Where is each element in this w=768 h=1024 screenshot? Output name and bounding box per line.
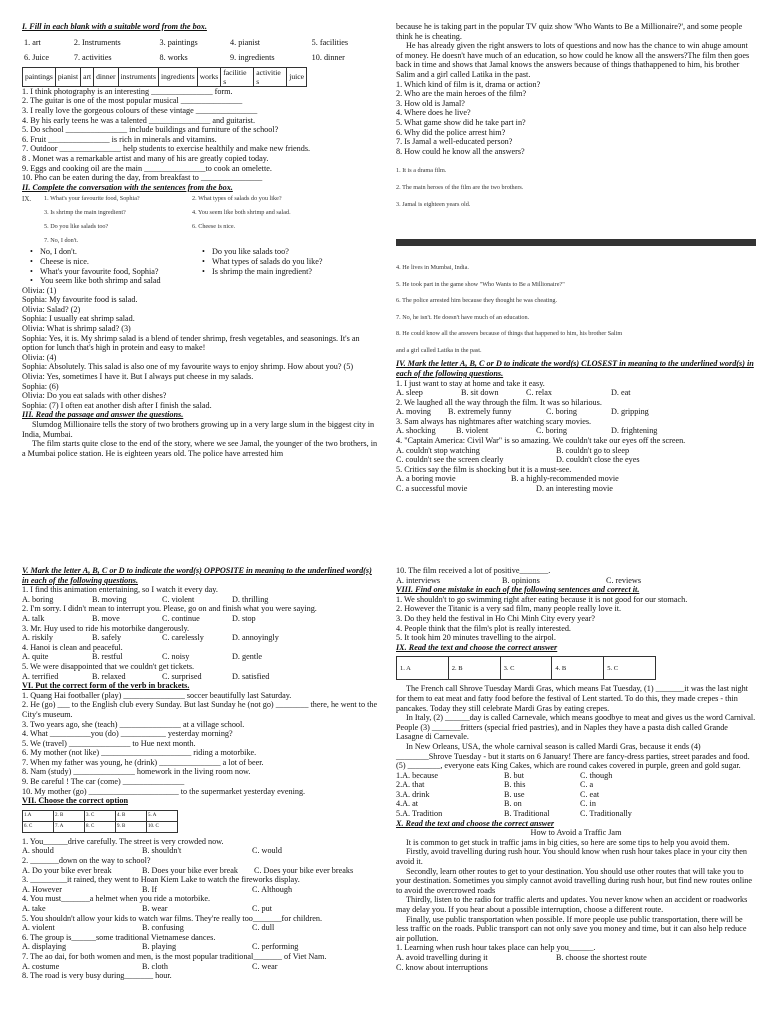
mc-option: B. violent (456, 426, 489, 436)
word-box-cell: 10. dinner (311, 53, 345, 63)
mc-option: A. Do your bike ever break (22, 865, 112, 875)
mardi-gras-passage (396, 684, 756, 770)
mc-option: 3.A. drink (396, 789, 430, 799)
answer-word-cell: facilitie s (221, 67, 254, 86)
mc-option: C. boring (546, 407, 577, 417)
word-box (22, 35, 378, 66)
mc-options (396, 484, 756, 494)
question-item: 5. What game show did he take part in? (396, 117, 526, 127)
mc-option: C. boring (536, 426, 567, 436)
bullet-item: • What's your favourite food, Sophia? (30, 267, 202, 277)
answer-grid-row (23, 810, 178, 821)
answer-word-cell: art (81, 67, 94, 86)
answer-table-cell: 2. B (448, 657, 500, 680)
dialogue (22, 286, 378, 411)
mc-options (396, 446, 756, 456)
passage-paragraph: Thirdly, listen to the radio for traffic alerts and updates. You never know when an accident or roadworks may delay you. If you hear about a possible interruption, choose a different route. (396, 895, 748, 914)
answer-grid (22, 810, 178, 833)
worksheet-column (396, 22, 756, 494)
mc-question: 3. Sam always has nightmares after watching scary movies. (396, 416, 592, 426)
bullet-item: • Cheese is nice. (30, 257, 202, 267)
mc-option: C. know about interruptions (396, 962, 488, 972)
answer-item: 7. No, he isn't. He doesn't have much of an education. (396, 313, 530, 321)
ix-option: 6. Cheese is nice. (192, 223, 236, 231)
section-10-title: X. Read the text and choose the correct answer (396, 818, 555, 828)
dialogue-line: Sophia: My favourite food is salad. (22, 295, 138, 305)
exercise-item: 4. By his early teens he was a talented _______________ and guitarist. (22, 115, 256, 125)
mc-options (22, 672, 378, 682)
passage-paragraph: The film starts quite close to the end of the story, where we see Jamal, the younger of the two brothers, in a Mumbai police station. He is eighteen years old. The police have arrested him (22, 439, 378, 458)
mc-option: A. should (22, 846, 54, 856)
mc-option: 4.A. at (396, 799, 419, 809)
mc-options (396, 407, 756, 417)
mc-option: A. riskily (22, 633, 53, 643)
mc-option: A. terrified (22, 671, 59, 681)
mc-option: D. frightening (611, 426, 658, 436)
dialogue-line: Sophia: I usually eat shrimp salad. (22, 314, 135, 324)
quadrant-top-right (384, 0, 768, 512)
mc-option: D. gripping (611, 407, 649, 417)
exercise-item: 8 . Monet was a remarkable artist and many of his are greatly copied today. (22, 153, 269, 163)
ix-option: 5. Do you like salads too? (44, 223, 109, 231)
dialogue-line: Olivia: (1) (22, 285, 57, 295)
question-item: 3. How old is Jamal? (396, 98, 465, 108)
mc-question: 1. Learning when rush hour takes place can help you______. (396, 943, 596, 953)
mc-option: C. violent (162, 594, 195, 604)
mc-option: D. stop (232, 613, 256, 623)
mc-option: A. shocking (396, 426, 436, 436)
mardi-gras-options (396, 771, 756, 819)
mc-option: B. If (142, 884, 158, 894)
word-box-cell: 2. Instruments (73, 37, 121, 47)
mc-option: B. Traditional (504, 809, 550, 819)
exercise-item: 7. Outdoor _______________ help students to exercise healthily and make new friends. (22, 144, 311, 154)
mc-option: B. this (504, 780, 526, 790)
dialogue-line: Sophia: Absolutely. This salad is also one of my favourite ways to enjoy shrimp. How about you? (5) (22, 362, 354, 372)
ix-options (44, 195, 378, 245)
mc-options (22, 866, 378, 876)
mc-option: 1.A. because (396, 770, 439, 780)
word-box-row (22, 50, 378, 66)
mc-option: C. Traditionally (580, 809, 632, 819)
passage-paragraph: He has already given the right answers to lots of questions and now has the chance to win ahuge amount of money. He doesn't have much of an education, so how could he know all the answers?The film then goes back in time and shows that Jamal knows the answers because of things thathappened to him, his brother Salim and a girl called Latika in the past. (396, 41, 750, 79)
bullet-lists (22, 247, 378, 285)
mc-option: B. relaxed (92, 671, 126, 681)
mc-option: A. However (22, 884, 63, 894)
dialogue-line: Sophia: (7) I often eat another dish after I finish the salad. (22, 400, 212, 410)
answer-item: 6. The police arrested him because they thought he was cheating. (396, 297, 558, 305)
exercise-item: 1. Quang Hai footballer (play) _______________ soccer beautifully last Saturday. (22, 690, 292, 700)
mc-question: 4. Hanoi is clean and peaceful. (22, 642, 123, 652)
dialogue-line: Sophia: Yes, it is. My shrimp salad is a blend of tender shrimp, fresh vegetables, and seasonings. It's an option for lunch that's high in protein and easy to make! (22, 333, 360, 353)
dialogue-line: Olivia: Do you eat salads with other dishes? (22, 391, 167, 401)
mc-option: D. gentle (232, 652, 263, 662)
section-5-title: V. Mark the letter A, B, C or D to indicate the word(s) OPPOSITE in meaning to the underlined word(s) in each of the following questions. (22, 566, 372, 585)
mc-question: 5. We were disappointed that we couldn't get tickets. (22, 661, 195, 671)
bullet-item: • You seem like both shrimp and salad (30, 276, 202, 286)
section-8-title: VIII. Find one mistake in each of the following sentences and correct it. (396, 585, 640, 595)
mc-option: A. avoid travelling during it (396, 952, 488, 962)
mc-question: 3. _________it rained, they went to Hoan Kiem Lake to watch the fireworks display. (22, 875, 300, 885)
bullet-item: • Do you like salads too? (202, 247, 378, 257)
question-item: 2. Who are the main heroes of the film? (396, 89, 527, 99)
mc-question: 5. You shouldn't allow your kids to watch war films. They're really too_______for children. (22, 913, 323, 923)
question-item: 1. Which kind of film is it, drama or action? (396, 79, 541, 89)
exercise-item: 5. Do school _______________ include buildings and furniture of the school? (22, 125, 279, 135)
answer-grid-cell: 7. A (54, 821, 85, 832)
quadrant-bottom-right (384, 512, 768, 1024)
word-box-cell: 8. works (159, 53, 188, 63)
mc-options (22, 633, 378, 643)
mc-option: C. Although (252, 884, 293, 894)
answer-table-row (397, 657, 656, 680)
mc-options (22, 962, 378, 972)
mc-option: A. boring (22, 594, 54, 604)
passage-paragraph: Secondly, learn other routes to get to your destination. You should use other routes that will take you to your destination. Sometimes you simply cannot avoid travelling during rush hour, but find new routes online to avoid the overcrowed roads (396, 866, 753, 895)
mc-options (396, 771, 756, 781)
exercise-item: 10. Pho can be eaten during the day, from breakfast to _______________ (22, 173, 263, 183)
mc-question: 5. Critics say the film is shocking but it is a must-see. (396, 464, 572, 474)
answer-grid-row (23, 821, 178, 832)
answer-grid-cell: 10. C (147, 821, 178, 832)
dialogue-line: Sophia: (6) (22, 381, 59, 391)
bullet-list-right (202, 247, 378, 285)
mc-question: 1. You______drive carefully. The street is very crowded now. (22, 836, 224, 846)
exercise-item: 2. He (go) ___ to the English club every Sunday. But last Sunday he (not go) ________ there, he went to the City's museum. (22, 700, 378, 719)
passage-paragraph: It is common to get stuck in traffic jams in big cities, so here are some tips to help you avoid them. (406, 837, 730, 847)
mc-question: 8. The road is very busy during_______ hour. (22, 971, 172, 981)
section-2-title: II. Complete the conversation with the sentences from the box. (22, 182, 233, 192)
answer-grid-cell: 5. A (147, 810, 178, 821)
exercise-item: 9. Be careful ! The car (come) _______________ (22, 777, 185, 787)
mc-option: D. couldn't close the eyes (556, 455, 640, 465)
mc-options (396, 388, 756, 398)
mc-option: C. reviews (606, 575, 642, 585)
word-box-row (22, 35, 378, 51)
exercise-item: 5. We (travel) _______________ to Hue next month. (22, 738, 196, 748)
mc-option: A. talk (22, 613, 45, 623)
mc-option: D. satisfied (232, 671, 270, 681)
bullet-item: • No, I don't. (30, 247, 202, 257)
passage-paragraph: In Italy, (2) ______day is called Carnevale, which means goodbye to meat and gives us the word Carnival. People (3) _______fritters (special fried pastries), and in Naples they have a pasta dish called Grande Lasagne di Carnevale. (396, 713, 756, 742)
mc-options (22, 942, 378, 952)
mc-option: C. though (580, 770, 613, 780)
answer-grid-cell: 9. B (116, 821, 147, 832)
answer-list-top (396, 162, 756, 213)
answer-table-cell: 4. B (552, 657, 604, 680)
question-item: 7. Is Jamal a well-educated person? (396, 137, 513, 147)
answer-item: 4. He lives in Mumbai, India. (396, 264, 469, 272)
ix-options-block (22, 195, 378, 245)
word-box-cell: 3. paintings (159, 37, 198, 47)
mc-question: 2. I'm sorry. I didn't mean to interrupt you. Please, go on and finish what you were saying. (22, 604, 317, 614)
word-box-cell: 5. facilities (311, 37, 349, 47)
mc-option: B. opinions (502, 575, 540, 585)
mc-option: C. in (580, 799, 596, 809)
mc-options (22, 652, 378, 662)
mc-option: B. confusing (142, 923, 184, 933)
exercise-item: 4. People think that the film's plot is really interested. (396, 623, 571, 633)
mc-option: A. displaying (22, 942, 67, 952)
ix-option: 4. You seem like both shrimp and salad. (192, 209, 291, 217)
quadrant-bottom-left (0, 512, 384, 1024)
mc-option: D. thrilling (232, 594, 269, 604)
mc-option: A. couldn't stop watching (396, 445, 480, 455)
answer-table-cell: 3. C (500, 657, 552, 680)
section-4-items (396, 379, 756, 494)
answer-word-cell: ingredients (158, 67, 197, 86)
answer-table-cell: 5. C (604, 657, 656, 680)
mc-option: 5.A. Tradition (396, 809, 443, 819)
mc-options (22, 614, 378, 624)
answer-item: 5. He took part in the game show "Who Wants to Be a Millionaire?" (396, 280, 565, 288)
exercise-item: 10. My mother (go) ______________________ to the supermarket yesterday evening. (22, 786, 306, 796)
mc-option: C. carelessly (162, 633, 204, 643)
mc-option: C. relax (526, 388, 552, 398)
mc-option: C. eat (580, 789, 600, 799)
question-list (396, 80, 756, 157)
ix-option: 3. Is shrimp the main ingredient? (44, 209, 126, 217)
exercise-item: 9. Eggs and cooking oil are the main _______________to cook an omelette. (22, 163, 272, 173)
mc-option: C. noisy (162, 652, 190, 662)
mc-options (396, 426, 756, 436)
answer-list-bottom (396, 260, 756, 359)
answer-word-cell: juice (287, 67, 307, 86)
mc-option: D. an interesting movie (536, 484, 613, 494)
mc-option: B. extremely funny (448, 407, 512, 417)
mc-options (22, 885, 378, 895)
passage-paragraph: because he is taking part in the popular TV quiz show 'Who Wants to Be a Millionaire?', and some people think he is cheating. (396, 22, 743, 41)
mc-option: B. use (504, 789, 525, 799)
answer-table-cell: 1. A (397, 657, 449, 680)
section-7-title: VII. Choose the correct option (22, 796, 129, 806)
mc-option: C. couldn't see the screen clearly (396, 455, 504, 465)
exercise-item: 6. My mother (not like) ______________________ riding a motorbike. (22, 748, 257, 758)
mc-options (396, 799, 756, 809)
worksheet-column (22, 566, 378, 981)
answer-grid-cell: 2. B (54, 810, 85, 821)
passage-paragraph: The French call Shrove Tuesday Mardi Gras, which means Fat Tuesday, (1) _______it was the last night for them to eat meat and fatty food before the festival of Lent started. To do this, they made crepes - thin pancakes. Today they still celebrate Mardi Gras by eating crepes. (396, 684, 748, 713)
traffic-passage (396, 838, 756, 944)
answer-table (396, 656, 656, 680)
answer-word-cell: paintings (23, 67, 56, 86)
bullet-item: • What types of salads do you like? (202, 257, 378, 267)
answer-item: and a girl called Latika in the past. (396, 346, 482, 354)
answer-word-table (22, 67, 307, 87)
mc-option: B. couldn't go to sleep (556, 445, 630, 455)
exercise-item: 2. The guitar is one of the most popular musical _______________ (22, 96, 243, 106)
mc-option: A. moving (396, 407, 432, 417)
word-box-cell: 4. pianist (230, 37, 261, 47)
passage-paragraph: Firstly, avoid travelling during rush hour. You should know when rush hour takes place in your city then avoid it. (396, 847, 748, 867)
answer-grid-cell: 4. B (116, 810, 147, 821)
mc-option: B. moving (92, 594, 127, 604)
passage-paragraph: Slumdog Millionaire tells the story of two brothers growing up in a very large slum in the biggest city in India, Mumbai. (22, 420, 375, 439)
answer-item: 1. It is a drama film. (396, 167, 447, 175)
exercise-item: 3. Two years ago, she (teach) _______________ at a village school. (22, 719, 245, 729)
ix-option: 7. No, I don't. (44, 237, 79, 245)
word-box-cell: 7. activities (73, 53, 112, 63)
answer-grid-cell: 1.A (23, 810, 54, 821)
mc-question: 4. You must_______a helmet when you ride a motorbike. (22, 894, 211, 904)
mc-options (396, 455, 756, 465)
mc-options (396, 953, 756, 963)
answer-grid-cell: 3. C (85, 810, 116, 821)
section-4-title: IV. Mark the letter A, B, C or D to indicate the word(s) CLOSEST in meaning to the underlined word(s) in each of the following questions. (396, 359, 754, 378)
dialogue-line: Olivia: Yes, sometimes I have it. But I always put cheese in my salads. (22, 372, 254, 382)
section-6-title: VI. Put the correct form of the verb in brackets. (22, 681, 190, 691)
answer-word-cell: works (197, 67, 221, 86)
mc-option: A. a boring movie (396, 474, 456, 484)
mc-option: B. choose the shortest route (556, 952, 647, 962)
ix-option: 1. What's your favourite food, Sophia? (44, 195, 140, 203)
ix-option: 2. What types of salads do you like? (192, 195, 282, 203)
mc-question: 6. The group is______some traditional Vietnamese dances. (22, 932, 216, 942)
mc-option: B. but (504, 770, 525, 780)
mc-option: C. surprised (162, 671, 202, 681)
mc-option: D. eat (611, 388, 631, 398)
answer-grid-cell: 8. C (85, 821, 116, 832)
mc-option: A. costume (22, 961, 60, 971)
section-3-title: III. Read the passage and answer the questions. (22, 410, 184, 420)
divider-bar (396, 239, 756, 246)
mc-options (22, 595, 378, 605)
section-8-items (396, 595, 756, 643)
mc-option: B. on (504, 799, 522, 809)
answer-word-row (23, 67, 307, 86)
worksheet-column (22, 22, 378, 458)
section-1-title: I. Fill in each blank with a suitable word from the box. (22, 22, 207, 31)
answer-grid-cell: 6. C (23, 821, 54, 832)
exercise-item: 5. It took him 20 minutes travelling to the airpol. (396, 633, 556, 643)
mc-option: B. Does your bike ever break (142, 865, 238, 875)
section-1-items (22, 87, 378, 183)
worksheet-column (396, 566, 756, 972)
word-box-cell: 1. art (24, 37, 41, 47)
mc-option: B. sit down (461, 388, 499, 398)
mc-options (396, 576, 756, 586)
bullet-item: • Is shrimp the main ingredient? (202, 267, 378, 277)
answer-word-cell: dinner (94, 67, 118, 86)
mc-options (396, 809, 756, 819)
bullet-list-left (22, 247, 202, 285)
mc-question: 2. _______down on the way to school? (22, 856, 151, 866)
mc-option: B. wear (142, 904, 168, 913)
mc-option: B. shouldn't (142, 846, 182, 856)
mc-option: C. performing (252, 942, 299, 952)
exercise-item: 2. However the Titanic is a very sad film, many people really love it. (396, 604, 622, 614)
mc-options (396, 790, 756, 800)
mc-options (396, 474, 756, 484)
exercise-item: 1. I think photography is an interesting _______________ form. (22, 86, 233, 96)
mc-options (22, 923, 378, 933)
word-box-cell: 9. ingredients (230, 53, 275, 63)
answer-item: 2. The main heroes of the film are the two brothers. (396, 184, 524, 192)
mc-options (396, 780, 756, 790)
exercise-item: 8. Nam (study) _______________ homework in the living room now. (22, 767, 251, 777)
traffic-title: How to Avoid a Traffic Jam (530, 828, 622, 838)
mc-option: A. sleep (396, 388, 423, 398)
answer-item: 3. Jamal is eighteen years old. (396, 201, 471, 209)
section-5-items (22, 585, 378, 681)
mc-option: C. would (252, 846, 283, 856)
mc-option: C. dull (252, 923, 275, 933)
dialogue-line: Olivia: What is shrimp salad? (3) (22, 324, 131, 334)
section-7-items (22, 837, 378, 981)
mc-question: 4. "Captain America: Civil War" is so amazing. We couldn't take our eyes off the screen. (396, 436, 686, 446)
mc-options (22, 904, 378, 914)
passage-paragraph: In New Orleans, USA, the whole carnival season is called Mardi Gras, because it ends (4) ________Shrove Tuesday - but it starts on 6 January! There are fancy-dress parties, street parades and food. (5) ________, everyone eats King Cakes, which are round cakes covered in purple, green and gold sugar. (396, 741, 750, 771)
mc-options (22, 846, 378, 856)
mc-question: 1. I just want to stay at home and take it easy. (396, 378, 545, 388)
exercise-item: 3. Do they held the festival in Ho Chi Minh City every year? (396, 613, 595, 623)
answer-word-cell: instruments (118, 67, 158, 86)
dialogue-line: Olivia: Salad? (2) (22, 304, 81, 314)
mc-question: 10. The film received a lot of positive_______. (396, 566, 551, 575)
exercise-item: 6. Fruit _______________ is rich in minerals and vitamins. (22, 134, 217, 144)
mc-question: 1. I find this animation entertaining, so I watch it every day. (22, 585, 218, 595)
mc-question: 3. Mr. Huy used to ride his motorbike dangerously. (22, 623, 190, 633)
question-item: 8. How could he know all the answers? (396, 146, 525, 156)
exercise-item: 4. What __________you (do) ___________ yesterday morning? (22, 729, 233, 739)
dialogue-line: Olivia: (4) (22, 352, 57, 362)
mc-option: 2.A. that (396, 780, 425, 790)
answer-word-cell: pianist (55, 67, 80, 86)
mc-option: C. a successful movie (396, 484, 468, 494)
mc-option: A. violent (22, 923, 55, 933)
mc-question: 7. The ao dai, for both women and men, is the most popular traditional_______ of Viet Nam. (22, 951, 327, 961)
mc-option: C. a (580, 780, 594, 790)
mc-option: A. quite (22, 652, 49, 662)
mc-question: 2. We laughed all the way through the film. It was so hilarious. (396, 397, 602, 407)
question-item: 6. Why did the police arrest him? (396, 127, 506, 137)
mc-option: B. playing (142, 942, 177, 952)
question-item: 4. Where does he live? (396, 108, 471, 118)
mc-option: B. restful (92, 652, 123, 662)
mc-option: B. cloth (142, 961, 168, 971)
quadrant-top-left (0, 0, 384, 512)
exercise-item: 7. When my father was young, he (drink) _______________ a lot of beer. (22, 757, 264, 767)
section-6-items (22, 691, 378, 797)
mc-option: A. take (22, 904, 46, 913)
exercise-item: 3. I really love the gorgeous colours of these vintage _______________ (22, 105, 258, 115)
exercise-item: 1. We shouldn't to go swimming right after eating because it is not good for our stomach. (396, 594, 688, 604)
mc-option: C. wear (252, 961, 278, 971)
ix-label: IX. (22, 195, 32, 204)
answer-item: 8. He could know all the answers because of things that happened to him, his brother Salim (396, 330, 623, 338)
mc-option: B. move (92, 613, 120, 623)
mc-option: A. interviews (396, 575, 441, 585)
word-box-cell: 6. Juice (24, 53, 50, 63)
mc-option: C. continue (162, 613, 200, 623)
section-9-title: IX. Read the text and choose the correct answer (396, 642, 558, 652)
mc-option: C. put (252, 904, 273, 913)
answer-word-cell: activitie s (254, 67, 287, 86)
mc-option: B. safely (92, 633, 122, 643)
passage-paragraph: Finally, use public transportation when possible. If more people use public transportation, there will be less traffic on the roads. Public transport can not only save you money and time, but it can also help reduce air pollution. (396, 914, 747, 943)
mc-option: D. annoyingly (232, 633, 279, 643)
mc-option: C. Does your bike ever breaks (254, 865, 354, 875)
mc-option: B. a highly-recommended movie (511, 474, 619, 484)
